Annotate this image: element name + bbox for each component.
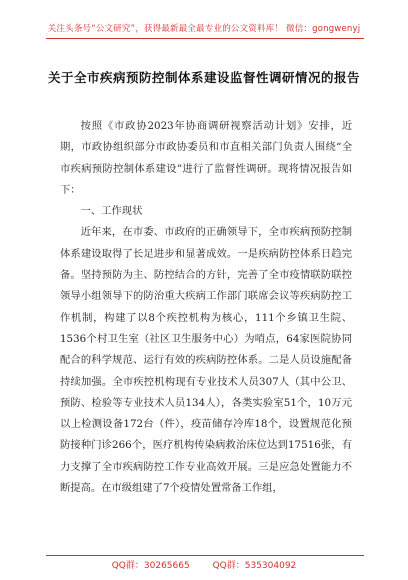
footer-qq-group-2: QQ群：535304092 <box>212 561 297 571</box>
footer <box>0 558 408 571</box>
footer-divider <box>46 555 364 556</box>
intro-paragraph: 按照《市政协2023年协商调研视察活动计划》安排，近期，市政协组织部分市政协委员和市直相关部门负责人围绕“全市疾病预防控制体系建设”进行了监督性调研。现将情况报告如下： <box>60 120 352 196</box>
header-divider <box>46 38 364 39</box>
footer-qq-group-1: QQ群：30265665 <box>111 561 190 571</box>
document-title: 关于全市疾病预防控制体系建设监督性调研情况的报告 <box>47 70 360 85</box>
document-body <box>60 116 352 499</box>
body-paragraph: 近年来，在市委、市政府的正确领导下，全市疾病预防控制体系建设取得了长足进步和显著成效。一是疾病防控体系日趋完备。坚持预防为主、防控结合的方针，完善了全市疫情联防联控领导小组领导下的防治重大疾病工作部门联席会议等疾病防控工作机制，构建了以8个疾控机构为核心，111个乡镇卫生院、1536个村卫生室（社区卫生服务中心）为哨点，64家医院协同配合的科学规范、运行有效的疾病防控体系。二是人员设施配备持续加强。全市疾控机构现有专业技术人员307人（其中公卫、预防、检验等专业技术人员134人），各类实验室51个，10万元以上检测设备172台（件），疫苗储存冷库18个，设置规范化预防接种门诊266个，医疗机构传染病救治床位达到17516张，有力支撑了全市疾病防控工作专业高效开展。三是应急处置能力不断提高。在市级组建了7个疫情处置常备工作组， <box>60 226 352 495</box>
section-heading: 一、工作现状 <box>80 205 143 218</box>
header-banner: 关注头条号“公文研究”，获得最新最全最专业的公文资料库！ 微信：gongwenyj <box>47 24 361 34</box>
